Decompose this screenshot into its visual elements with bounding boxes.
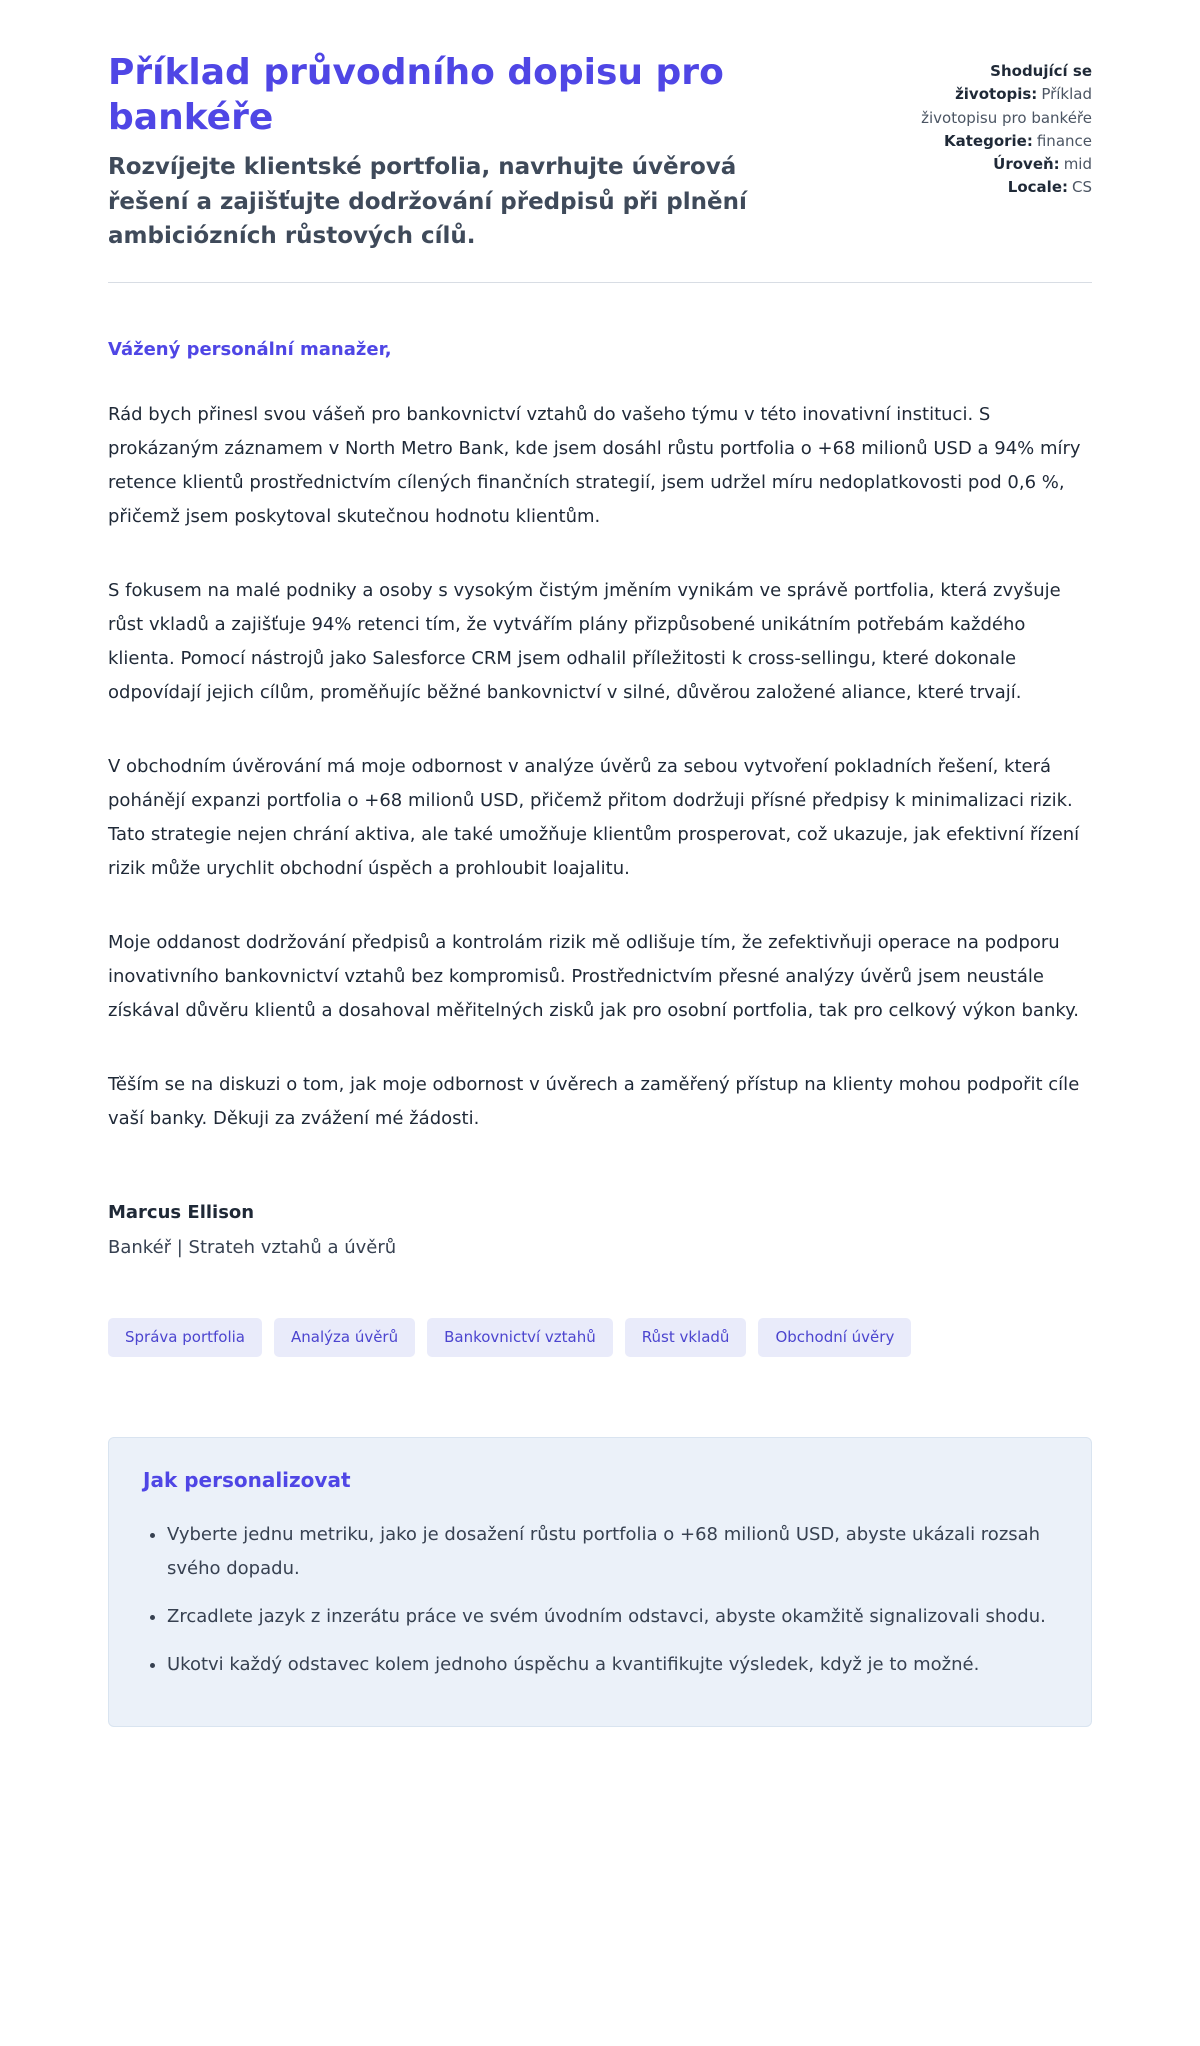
letter-paragraph-1: Rád bych přinesl svou vášeň pro bankovnictví vztahů do vašeho týmu v této inovativní instituci. S prokázaným záznamem v North Metro Bank, kde jsem dosáhl růstu portfolia o +68 milionů USD a 94% míry retence klientů prostřednictvím cílených finančních strategií, jsem udržel míru nedoplatkovosti pod 0,6 %, přičemž jsem poskytoval skutečnou hodnotu klientům. xyxy=(108,403,1081,527)
letter-paragraph-4: Moje oddanost dodržování předpisů a kontrolám rizik mě odlišuje tím, že zefektivňuji operace na podporu inovativního bankovnictví vztahů bez kompromisů. Prostřednictvím přesné analýzy úvěrů jsem neustále získával důvěru klientů a dosahoval měřitelných zisků jak pro osobní portfolia, tak pro celkový výkon banky. xyxy=(108,931,1079,1021)
meta-level xyxy=(880,153,1092,176)
letter-paragraph-5: Těším se na diskuzi o tom, jak moje odbornost v úvěrech a zaměřený přístup na klienty mohou podpořit cíle vaší banky. Děkuji za zvážení mé žádosti. xyxy=(108,1073,1080,1129)
meta-level-label: Úroveň: xyxy=(993,155,1060,173)
skill-tag-credit-analysis: Analýza úvěrů xyxy=(274,1318,415,1357)
letter-paragraph-2: S fokusem na malé podniky a osoby s vysokým čistým jměním vynikám ve správě portfolia, která zvyšuje růst vkladů a zajišťuje 94% retenci tím, že vytvářím plány přizpůsobené unikátním potřebám každého klienta. Pomocí nástrojů jako Salesforce CRM jsem odhalil příležitosti k cross-sellingu, které dokonale odpovídají jejich cílům, proměňujíc běžné bankovnictví v silné, důvěrou založené aliance, které trvají. xyxy=(108,579,1061,703)
skill-tag-business-loans: Obchodní úvěry xyxy=(758,1318,911,1357)
meta-locale-label: Locale: xyxy=(1007,178,1068,197)
meta-level-value: mid xyxy=(1063,155,1092,173)
meta-matching-resume-value: Příklad životopisu pro bankéře xyxy=(921,85,1092,127)
meta-locale-value: CS xyxy=(1072,178,1092,197)
header-divider xyxy=(108,282,1092,283)
meta-locale xyxy=(880,176,1092,199)
letter-body xyxy=(108,339,1092,1258)
personalization-tip-1: • Vyberte jednu metriku, jako je dosažení růstu portfolia o +68 milionů USD, abyste ukázali rozsah svého dopadu. xyxy=(167,1518,1057,1586)
content-container xyxy=(108,0,1092,1727)
skill-tag-list xyxy=(108,1318,1092,1357)
signature-name: Marcus Ellison xyxy=(108,1201,255,1223)
meta-matching-resume-label: Shodující se životopis: xyxy=(955,62,1092,104)
meta-category-value: finance xyxy=(1036,131,1092,150)
page-title: Příklad průvodního dopisu pro bankéře xyxy=(108,52,724,138)
meta-matching-resume xyxy=(880,60,1092,130)
meta-panel xyxy=(880,50,1092,200)
meta-category-label: Kategorie: xyxy=(944,131,1033,150)
letter-greeting: Vážený personální manažer, xyxy=(108,338,392,360)
personalization-box xyxy=(108,1437,1092,1727)
signature-role: Bankéř | Strateh vztahů a úvěrů xyxy=(108,1236,397,1258)
header-title-block xyxy=(108,50,808,254)
personalization-tip-3: • Ukotvi každý odstavec kolem jednoho úspěchu a kvantifikujte výsledek, když je to možné. xyxy=(167,1648,1057,1682)
personalization-heading: Jak personalizovat xyxy=(143,1467,351,1492)
meta-category xyxy=(880,130,1092,153)
personalization-tip-list xyxy=(143,1518,1057,1682)
personalization-tip-2: • Zrcadlete jazyk z inzerátu práce ve svém úvodním odstavci, abyste okamžitě signalizovali shodu. xyxy=(167,1600,1057,1634)
page-subtitle: Rozvíjejte klientské portfolia, navrhujte úvěrová řešení a zajišťujte dodržování předpisů při plnění ambiciózních růstových cílů. xyxy=(108,154,747,249)
skill-tag-portfolio-management: Správa portfolia xyxy=(108,1318,262,1357)
letter-paragraph-3: V obchodním úvěrování má moje odbornost v analýze úvěrů za sebou vytvoření pokladních řešení, která pohánějí expanzi portfolia o +68 milionů USD, přičemž přitom dodržuji přísné předpisy k minimalizaci rizik. Tato strategie nejen chrání aktiva, ale také umožňuje klientům prosperovat, což ukazuje, jak efektivní řízení rizik může urychlit obchodní úspěch a prohloubit loajalitu. xyxy=(108,755,1080,879)
header xyxy=(108,50,1092,254)
skill-tag-relationship-banking: Bankovnictví vztahů xyxy=(427,1318,613,1357)
skill-tag-deposit-growth: Růst vkladů xyxy=(625,1318,747,1357)
